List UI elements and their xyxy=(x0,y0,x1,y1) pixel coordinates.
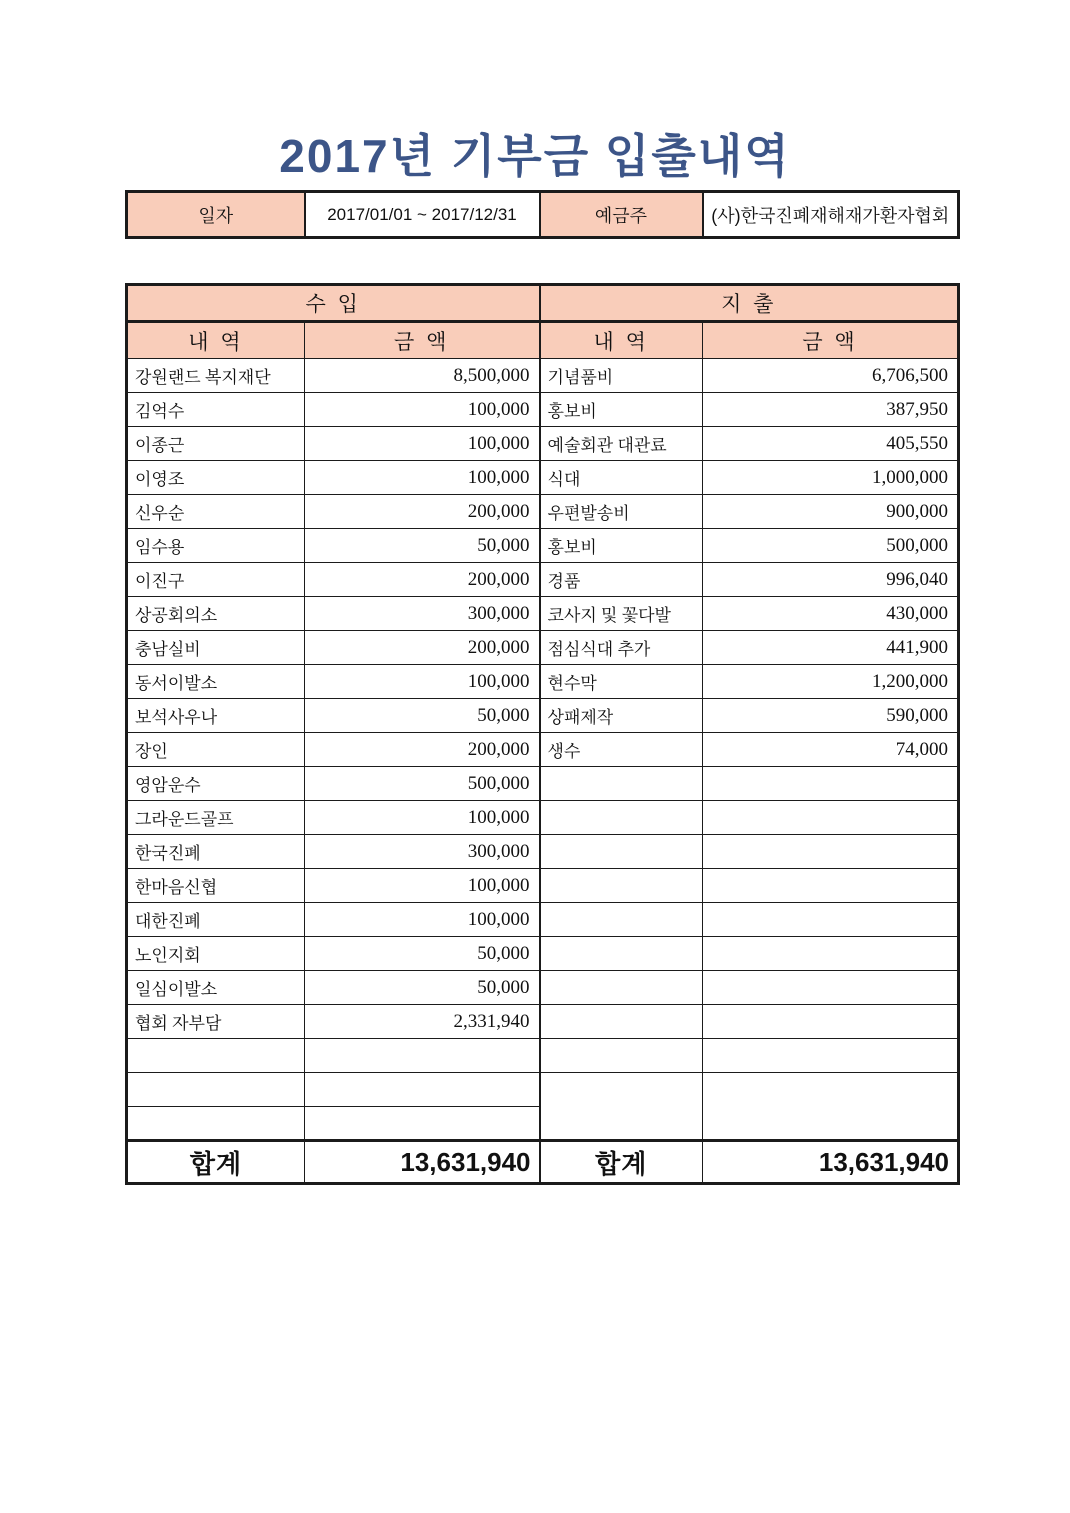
expense-item-cell: 식대 xyxy=(540,461,703,495)
column-header-row xyxy=(127,322,959,359)
expense-amount-cell: 590,000 xyxy=(703,699,959,733)
income-item-cell: 그라운드골프 xyxy=(127,801,305,835)
expense-amount-cell xyxy=(703,937,959,971)
expense-amount-cell: 1,200,000 xyxy=(703,665,959,699)
income-amount-cell: 200,000 xyxy=(305,733,540,767)
income-item-column-header: 내 역 xyxy=(127,322,305,359)
expense-amount-cell: 405,550 xyxy=(703,427,959,461)
income-amount-cell: 300,000 xyxy=(305,597,540,631)
page-title: 2017년 기부금 입출내역 xyxy=(279,130,791,182)
expense-amount-cell: 387,950 xyxy=(703,393,959,427)
income-total-amount: 13,631,940 xyxy=(305,1141,540,1184)
income-amount-cell: 2,331,940 xyxy=(305,1005,540,1039)
expense-amount-cell xyxy=(703,971,959,1005)
expense-item-cell: 현수막 xyxy=(540,665,703,699)
income-item-cell: 김억수 xyxy=(127,393,305,427)
expense-item-cell: 코사지 및 꽃다발 xyxy=(540,597,703,631)
expense-item-cell: 기념품비 xyxy=(540,359,703,393)
table-row xyxy=(127,1005,959,1039)
expense-amount-cell: 6,706,500 xyxy=(703,359,959,393)
income-item-cell: 장인 xyxy=(127,733,305,767)
income-item-cell: 충남실비 xyxy=(127,631,305,665)
expense-amount-cell xyxy=(703,801,959,835)
expense-amount-cell xyxy=(703,1005,959,1039)
table-row xyxy=(127,359,959,393)
expense-item-cell: 생수 xyxy=(540,733,703,767)
expense-item-cell xyxy=(540,971,703,1005)
expense-amount-cell xyxy=(703,835,959,869)
ledger-table xyxy=(125,283,960,1185)
expense-item-cell xyxy=(540,1005,703,1039)
expense-amount-cell xyxy=(703,903,959,937)
income-amount-cell: 100,000 xyxy=(305,665,540,699)
expense-amount-cell xyxy=(703,1039,959,1073)
table-row xyxy=(127,461,959,495)
income-amount-cell: 8,500,000 xyxy=(305,359,540,393)
expense-amount-cell: 996,040 xyxy=(703,563,959,597)
income-item-cell: 협회 자부담 xyxy=(127,1005,305,1039)
income-amount-cell: 50,000 xyxy=(305,699,540,733)
expense-amount-cell: 74,000 xyxy=(703,733,959,767)
table-row xyxy=(127,1039,959,1073)
income-item-cell: 이진구 xyxy=(127,563,305,597)
income-item-cell: 동서이발소 xyxy=(127,665,305,699)
table-row xyxy=(127,529,959,563)
income-amount-cell xyxy=(305,1107,540,1141)
ledger-table-body xyxy=(127,359,959,1141)
info-table xyxy=(125,190,960,239)
income-amount-cell: 100,000 xyxy=(305,869,540,903)
income-amount-cell: 200,000 xyxy=(305,631,540,665)
table-row xyxy=(127,393,959,427)
income-amount-cell: 100,000 xyxy=(305,903,540,937)
income-item-cell: 이영조 xyxy=(127,461,305,495)
total-row xyxy=(127,1141,959,1184)
expense-amount-cell xyxy=(703,869,959,903)
expense-item-cell xyxy=(540,1073,703,1141)
account-holder-value-cell: (사)한국진폐재해재가환자협회 xyxy=(703,192,959,238)
table-row xyxy=(127,801,959,835)
table-row xyxy=(127,597,959,631)
table-row xyxy=(127,665,959,699)
income-amount-cell: 100,000 xyxy=(305,393,540,427)
table-row xyxy=(127,903,959,937)
expense-item-cell: 홍보비 xyxy=(540,529,703,563)
date-label-cell: 일자 xyxy=(127,192,305,238)
expense-amount-cell: 900,000 xyxy=(703,495,959,529)
income-amount-cell: 500,000 xyxy=(305,767,540,801)
expense-item-cell: 상패제작 xyxy=(540,699,703,733)
expense-amount-cell: 441,900 xyxy=(703,631,959,665)
income-item-cell xyxy=(127,1073,305,1107)
table-row xyxy=(127,427,959,461)
expense-item-column-header: 내 역 xyxy=(540,322,703,359)
income-item-cell xyxy=(127,1107,305,1141)
expense-item-cell xyxy=(540,903,703,937)
income-item-cell: 상공회의소 xyxy=(127,597,305,631)
expense-item-cell xyxy=(540,1039,703,1073)
expense-item-cell xyxy=(540,801,703,835)
date-value-cell: 2017/01/01 ~ 2017/12/31 xyxy=(305,192,540,238)
income-amount-cell: 50,000 xyxy=(305,529,540,563)
income-amount-cell: 100,000 xyxy=(305,427,540,461)
income-amount-cell xyxy=(305,1039,540,1073)
table-row xyxy=(127,767,959,801)
income-amount-cell: 300,000 xyxy=(305,835,540,869)
income-item-cell: 한국진폐 xyxy=(127,835,305,869)
expense-item-cell: 경품 xyxy=(540,563,703,597)
income-item-cell: 일심이발소 xyxy=(127,971,305,1005)
income-amount-cell: 200,000 xyxy=(305,563,540,597)
expense-amount-cell: 1,000,000 xyxy=(703,461,959,495)
table-row xyxy=(127,495,959,529)
expense-item-cell xyxy=(540,869,703,903)
expense-item-cell: 점심식대 추가 xyxy=(540,631,703,665)
table-row xyxy=(127,563,959,597)
table-row xyxy=(127,835,959,869)
expense-item-cell xyxy=(540,767,703,801)
expense-amount-cell: 430,000 xyxy=(703,597,959,631)
table-row xyxy=(127,1073,959,1107)
table-row xyxy=(127,937,959,971)
expense-amount-cell xyxy=(703,1073,959,1141)
table-row xyxy=(127,971,959,1005)
table-row xyxy=(127,631,959,665)
income-item-cell: 대한진폐 xyxy=(127,903,305,937)
income-item-cell xyxy=(127,1039,305,1073)
income-item-cell: 노인지회 xyxy=(127,937,305,971)
expense-amount-cell: 500,000 xyxy=(703,529,959,563)
table-row xyxy=(127,869,959,903)
info-row xyxy=(127,192,959,238)
income-item-cell: 신우순 xyxy=(127,495,305,529)
expense-item-cell: 예술회관 대관료 xyxy=(540,427,703,461)
income-item-cell: 강원랜드 복지재단 xyxy=(127,359,305,393)
income-item-cell: 한마음신협 xyxy=(127,869,305,903)
account-holder-label-cell: 예금주 xyxy=(540,192,703,238)
expense-section-header: 지 출 xyxy=(540,285,959,322)
income-amount-cell: 200,000 xyxy=(305,495,540,529)
income-total-label: 합계 xyxy=(127,1141,305,1184)
income-amount-cell: 100,000 xyxy=(305,461,540,495)
expense-total-amount: 13,631,940 xyxy=(703,1141,959,1184)
income-amount-column-header: 금 액 xyxy=(305,322,540,359)
expense-total-label: 합계 xyxy=(540,1141,703,1184)
expense-item-cell xyxy=(540,937,703,971)
income-amount-cell xyxy=(305,1073,540,1107)
table-row xyxy=(127,699,959,733)
expense-amount-cell xyxy=(703,767,959,801)
section-header-row xyxy=(127,285,959,322)
expense-amount-column-header: 금 액 xyxy=(703,322,959,359)
expense-item-cell: 홍보비 xyxy=(540,393,703,427)
income-item-cell: 보석사우나 xyxy=(127,699,305,733)
table-row xyxy=(127,733,959,767)
income-item-cell: 이종근 xyxy=(127,427,305,461)
income-section-header: 수 입 xyxy=(127,285,540,322)
income-item-cell: 영암운수 xyxy=(127,767,305,801)
income-item-cell: 임수용 xyxy=(127,529,305,563)
income-amount-cell: 100,000 xyxy=(305,801,540,835)
expense-item-cell xyxy=(540,835,703,869)
income-amount-cell: 50,000 xyxy=(305,937,540,971)
income-amount-cell: 50,000 xyxy=(305,971,540,1005)
expense-item-cell: 우편발송비 xyxy=(540,495,703,529)
